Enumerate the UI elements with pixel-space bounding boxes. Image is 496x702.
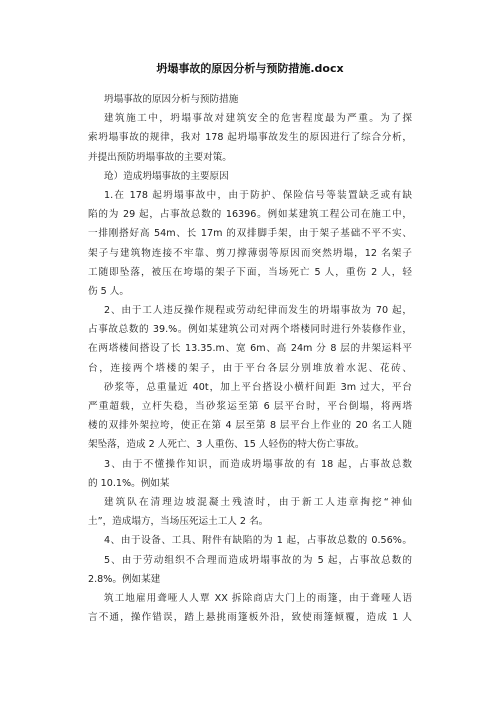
text-line: 砂浆等，总重量近 40t，加上平台搭设小横杆间距 3m 过大，平台 xyxy=(104,381,412,393)
text-line: 2.8%。例如某建 xyxy=(88,573,161,585)
text-line: 筑工地雇用聋哑人人覃 XX 拆除商店大门上的雨篷，由于聋哑人语 xyxy=(104,592,412,604)
text-line: 严重超载，立杆失稳，当砂浆运至第 6 层平台时，平台倒塌，将两塔 xyxy=(88,401,412,412)
text-line: 一排刚搭好高 54m、长 17m 的双排脚手架，由于架子基础不平不实、 xyxy=(88,228,412,240)
document-title: 坍塌事故的原因分析与预防措施.docx xyxy=(156,62,344,75)
text-line: 4、由于设备、工具、附件有缺陷的为 1 起，占事故总数的 0.56%。 xyxy=(104,535,412,547)
document-body xyxy=(88,90,412,627)
text-line: 土”，造成塌方，当场压死运土工人 2 名。 xyxy=(88,516,269,528)
text-line: 架子与建筑物连接不牢靠、剪刀撑薄弱等原因而突然坍塌，12 名架子 xyxy=(88,247,412,259)
text-line: 1.在 178 起坍塌事故中，由于防护、保险信号等装置缺乏或有缺 xyxy=(104,189,412,201)
text-line: 2、由于工人违反操作规程或劳动纪律而发生的坍塌事故为 70 起， xyxy=(104,305,412,317)
text-line: 架坠落，造成 2 人死亡、3 人重伤、15 人轻伤的特大伤亡事故。 xyxy=(88,439,365,451)
text-line: 5、由于劳动组织不合理而造成坍塌事故的为 5 起，占事故总数的 xyxy=(104,554,412,566)
text-line: 3、由于不懂操作知识，而造成坍塌事故的有 18 起，占事故总数 xyxy=(104,458,412,470)
text-line: 建筑施工中，坍塌事故对建筑安全的危害程度最为严重。为了探 xyxy=(104,113,412,125)
text-line: 楼的双排外架拉垮，使正在第 4 层至第 8 层平台上作业的 20 名工人随 xyxy=(88,420,412,432)
text-line: 索坍塌事故的规律，我对 178 起坍塌事故发生的原因进行了综合分析， xyxy=(88,132,412,144)
text-line: 台，连接两个塔楼的架子，由于平台各层分别堆放着水泥、花砖、 xyxy=(88,362,412,374)
text-line: 在两塔楼间搭设了长 13.35.m、宽 6m、高 24m 分 8 层的井架运料平 xyxy=(88,343,412,355)
text-line: 占事故总数的 39.%。例如某建筑公司对两个塔楼同时进行外装修作业， xyxy=(88,324,412,336)
text-line: 并提出预防坍塌事故的主要对策。 xyxy=(88,151,232,163)
text-line: 玱）造成坍塌事故的主要原因 xyxy=(104,170,229,182)
text-line: 坍塌事故的原因分析与预防措施 xyxy=(104,94,239,105)
text-line: 陷的为 29 起，占事故总数的 16396。例如某建筑工程公司在施工中， xyxy=(88,209,412,221)
text-line: 伤 5 人。 xyxy=(88,285,129,297)
text-line: 建筑队在清理边坡混凝土残渣时，由于新工人违章掏挖“神仙 xyxy=(104,496,412,508)
text-line: 的 10.1%。例如某 xyxy=(88,477,170,489)
text-line: 言不通，操作错误，踏上悬挑雨篷板外沿，致使雨篷倾覆，造成 1 人 xyxy=(88,612,412,624)
text-line: 工随即坠落，被压在垮塌的架子下面，当场死亡 5 人，重伤 2 人，轻 xyxy=(88,266,412,278)
